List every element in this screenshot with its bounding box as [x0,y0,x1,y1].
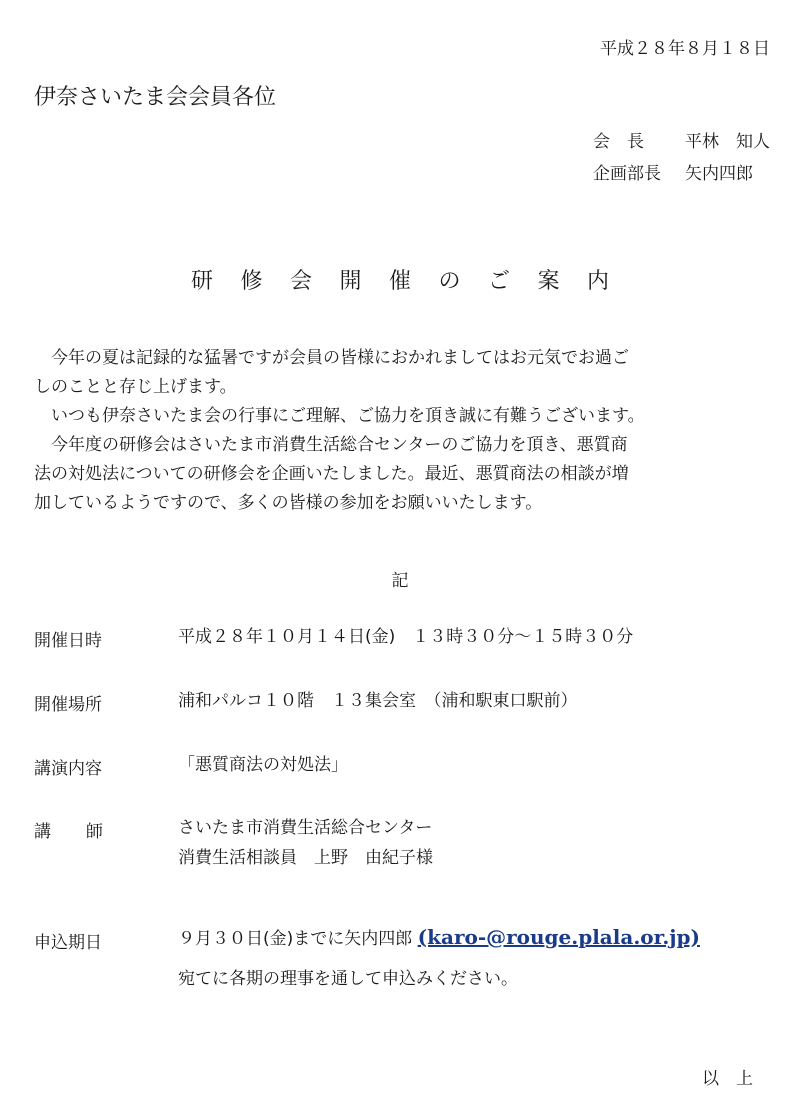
deadline-note: 宛てに各期の理事を通して申込みください。 [178,969,518,989]
signer-row [593,126,770,158]
venue-label: 開催場所 [34,695,102,715]
body-paragraph [34,431,774,518]
signer-role: 企画部長 [593,164,661,184]
email-link[interactable]: (karo-@rouge.plala.or.jp) [417,925,700,949]
lecturer-line: さいたま市消費生活総合センター [178,818,433,838]
body-line: しのことと存じ上げます。 [34,377,237,397]
ki-heading: 記 [391,571,409,591]
body-line: いつも伊奈さいたま会の行事にご理解、ご協力を頂き誠に有難うございます。 [51,406,645,426]
topic-value: 「悪質商法の対処法」 [178,755,348,775]
body-line: 法の対処法についての研修会を企画いたしました。最近、悪質商法の相談が増 [34,464,629,484]
signer-name: 平林 知人 [685,132,770,152]
body-paragraph [34,402,774,431]
signer-row [593,158,770,190]
datetime-value: 平成２８年１０月１４日(金) １３時３０分～１５時３０分 [178,627,634,647]
body-paragraph [34,344,774,402]
venue-value: 浦和パルコ１０階 １３集会室 （浦和駅東口駅前） [178,691,578,711]
lecturer-value [178,813,433,873]
addressee: 伊奈さいたま会会員各位 [34,85,277,110]
document-date: 平成２８年８月１８日 [600,39,770,59]
body-line: 今年度の研修会はさいたま市消費生活総合センターのご協力を頂き、悪質商 [51,435,628,455]
signer-role: 会 長 [593,132,644,152]
datetime-label: 開催日時 [34,631,102,651]
deadline-line [178,922,700,954]
deadline-label: 申込期日 [34,933,102,953]
deadline-text: ９月３０日(金)までに矢内四郎 [178,929,413,949]
body-line: 加しているようですので、多くの皆様の参加をお願いいたします。 [34,493,543,513]
lecturer-label: 講師 [34,822,138,842]
document-title: 研修会開催のご案内 [190,269,637,294]
deadline-value [178,922,700,994]
topic-label: 講演内容 [34,759,102,779]
body-text [34,344,774,518]
signers-block [593,126,770,190]
body-line: 今年の夏は記録的な猛暑ですが会員の皆様におかれましてはお元気でお過ご [51,348,629,368]
signer-name: 矢内四郎 [685,164,753,184]
closing-text: 以上 [702,1069,770,1089]
lecturer-line: 消費生活相談員 上野 由紀子様 [178,848,433,868]
